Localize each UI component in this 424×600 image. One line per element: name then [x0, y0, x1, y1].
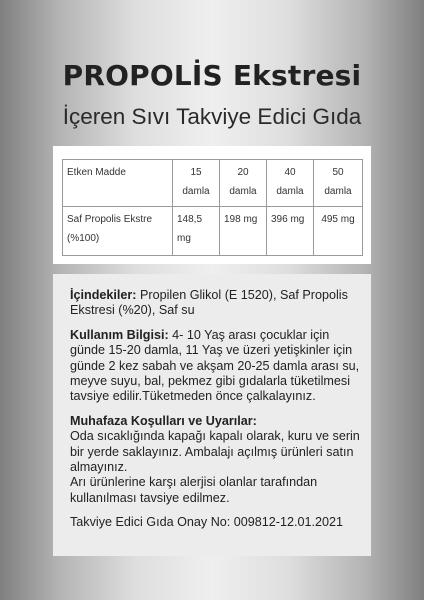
usage-paragraph: [70, 328, 360, 405]
dose-table-header-row: [63, 160, 363, 207]
table-cell: 148,5 mg: [173, 207, 220, 256]
storage-heading: Muhafaza Koşulları ve Uyarılar:: [70, 413, 257, 428]
table-cell: 50 damla: [314, 160, 363, 207]
dose-table-panel: [53, 146, 371, 264]
table-cell: 198 mg: [220, 207, 267, 256]
usage-label: Kullanım Bilgisi:: [70, 327, 169, 342]
ingredients-text: Propilen Glikol (E 1520), Saf Propolis Ekstresi (%20), Saf su: [70, 288, 348, 318]
table-row: [63, 207, 363, 256]
info-panel: [53, 274, 371, 556]
table-cell: 396 mg: [267, 207, 314, 256]
table-cell: 20 damla: [220, 160, 267, 207]
info-text: [70, 288, 360, 531]
table-cell: Etken Madde: [63, 160, 173, 207]
table-cell: 15 damla: [173, 160, 220, 207]
table-cell: 40 damla: [267, 160, 314, 207]
header: [0, 58, 424, 132]
table-cell: 495 mg: [314, 207, 363, 256]
usage-text: 4- 10 Yaş arası çocuklar için günde 15-20 damla, 11 Yaş ve üzeri yetişkinler için günde 2 kez sabah ve akşam 20-25 damla arası su, meyve suyu, bal, pekmez gibi gıdalarla tüketilmesi tavsiye edilir.Tüketmeden önce çalkalayınız.: [70, 327, 360, 404]
storage-text: Oda sıcaklığında kapağı kapalı olarak, kuru ve serin bir yerde saklayınız. Ambalajı açılmış ürünleri satın almayınız.: [70, 429, 360, 475]
dose-table: [62, 159, 363, 256]
ingredients-paragraph: [70, 288, 360, 319]
product-title: PROPOLİS Ekstresi: [62, 59, 362, 92]
allergy-warning: Arı ürünlerine karşı alerjisi olanlar tarafından kullanılması tavsiye edilmez.: [70, 475, 318, 505]
ingredients-label: İçindekiler:: [70, 288, 137, 302]
product-subtitle: İçeren Sıvı Takviye Edici Gıda: [62, 104, 362, 129]
approval-number: Takviye Edici Gıda Onay No: 009812-12.01.2021: [70, 515, 344, 530]
table-cell: Saf Propolis Ekstre (%100): [63, 207, 173, 256]
